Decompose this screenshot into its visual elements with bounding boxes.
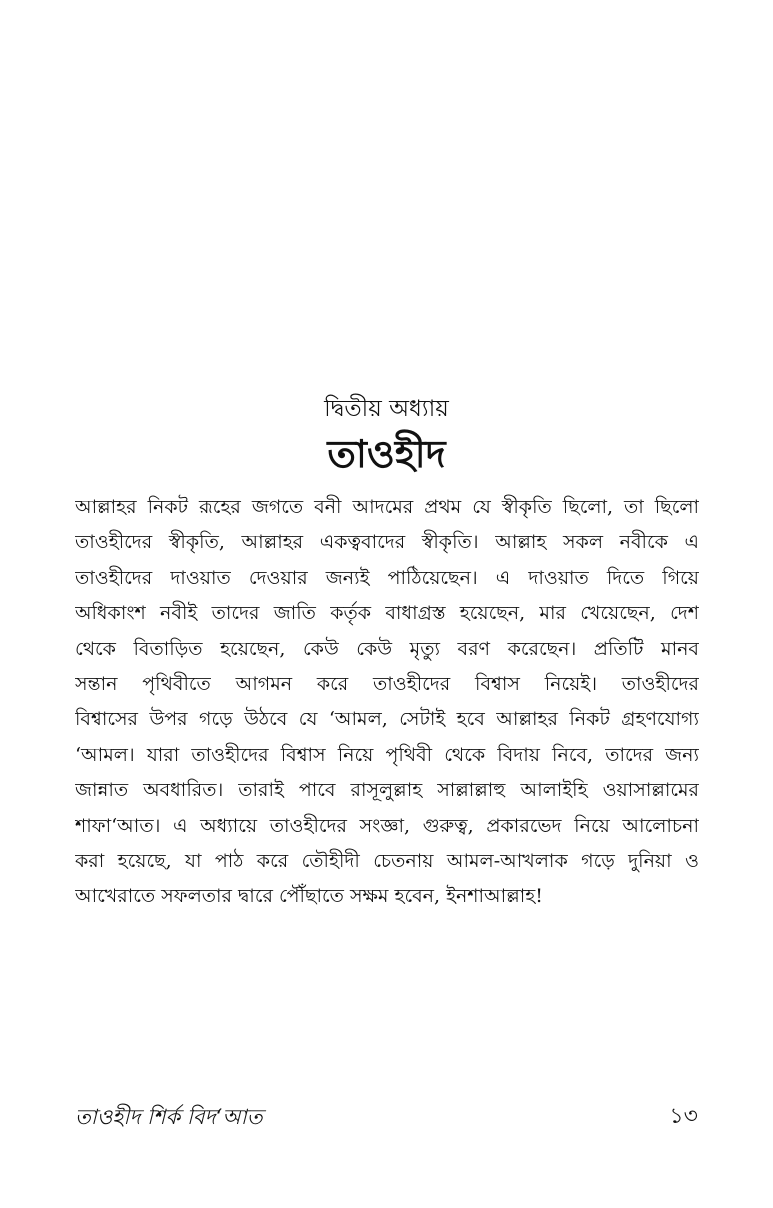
paragraph-line: অধিকাংশ নবীই তাদের জাতি কর্তৃক বাধাগ্রস্ত হয়েছেন, মার খেয়েছেন, দেশ bbox=[75, 602, 699, 625]
paragraph-line: তাওহীদের দাওয়াত দেওয়ার জন্যই পাঠিয়েছেন। এ দাওয়াত দিতে গিয়ে bbox=[75, 566, 699, 589]
chapter-subtitle: দ্বিতীয় অধ্যায় bbox=[324, 396, 449, 422]
chapter-title: তাওহীদ bbox=[327, 431, 446, 476]
paragraph-line: তাওহীদের স্বীকৃতি, আল্লাহর একত্ববাদের স্বীকৃতি। আল্লাহ সকল নবীকে এ bbox=[75, 531, 699, 554]
paragraph-line: আখেরাতে সফলতার দ্বারে পৌঁছাতে সক্ষম হবেন, ইনশাআল্লাহ! bbox=[75, 885, 543, 908]
paragraph-line: শাফা‘আত। এ অধ্যায়ে তাওহীদের সংজ্ঞা, গুরুত্ব, প্রকারভেদ নিয়ে আলোচনা bbox=[75, 814, 699, 837]
paragraph-line: জান্নাত অবধারিত। তারাই পাবে রাসূলুল্লাহ সাল্লাল্লাহু আলাইহি ওয়াসাল্লামের bbox=[75, 779, 699, 802]
paragraph-line: বিশ্বাসের উপর গড়ে উঠবে যে ‘আমল, সেটাই হবে আল্লাহর নিকট গ্রহণযোগ্য bbox=[75, 708, 699, 731]
paragraph-line: করা হয়েছে, যা পাঠ করে তৌহীদী চেতনায় আমল-আখলাক গড়ে দুনিয়া ও bbox=[75, 849, 699, 872]
paragraph-line: সন্তান পৃথিবীতে আগমন করে তাওহীদের বিশ্বাস নিয়েই। তাওহীদের bbox=[75, 672, 699, 695]
paragraph-line: ‘আমল। যারা তাওহীদের বিশ্বাস নিয়ে পৃথিবী থেকে বিদায় নিবে, তাদের জন্য bbox=[75, 743, 699, 766]
running-footer-book-title: তাওহীদ শির্ক বিদ‘আত bbox=[75, 1105, 263, 1129]
paragraph-line: থেকে বিতাড়িত হয়েছেন, কেউ কেউ মৃত্যু বরণ করেছেন। প্রতিটি মানব bbox=[75, 637, 699, 660]
body-paragraph bbox=[75, 490, 699, 915]
paragraph-line: আল্লাহর নিকট রূহের জগতে বনী আদমের প্রথম যে স্বীকৃতি ছিলো, তা ছিলো bbox=[75, 496, 699, 518]
page-number: ১৩ bbox=[669, 1104, 698, 1129]
